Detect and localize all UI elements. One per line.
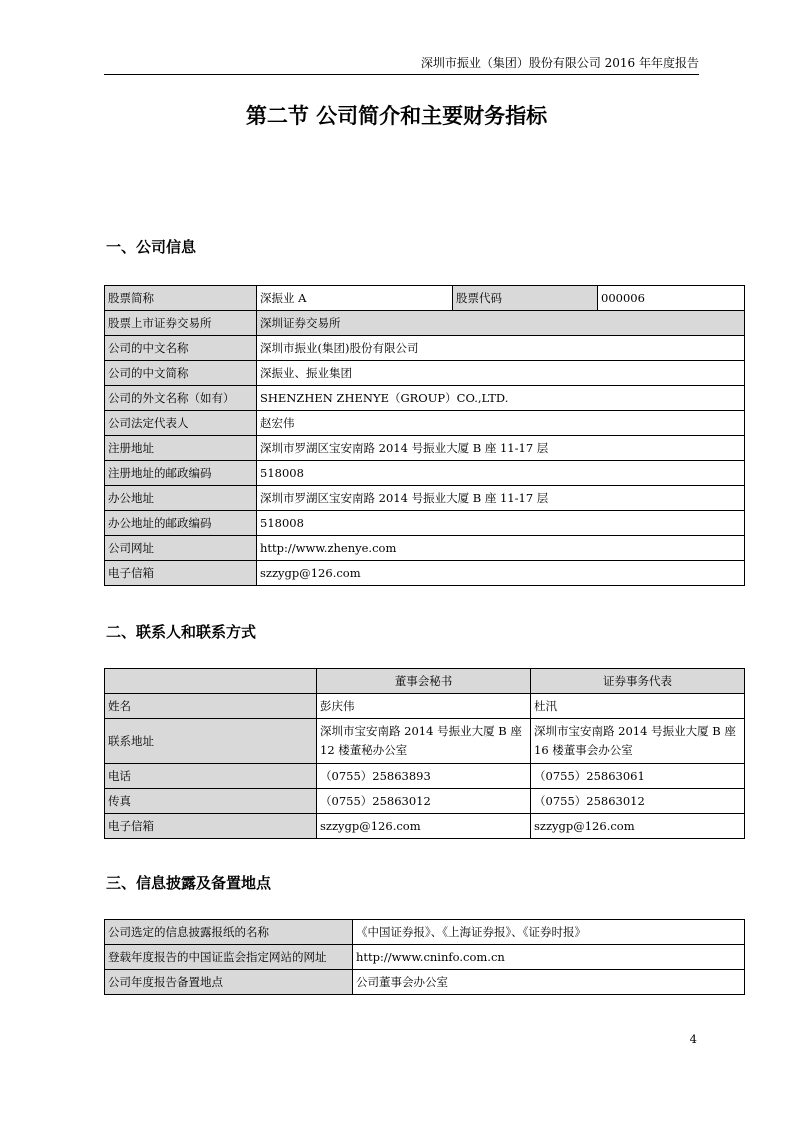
table-cell-value: 深振业 A	[257, 286, 453, 311]
table-row	[105, 386, 745, 411]
table-row	[105, 461, 745, 486]
table-cell-value: 深圳市罗湖区宝安南路 2014 号振业大厦 B 座 11-17 层	[257, 486, 745, 511]
table-cell-value: 杜汛	[531, 694, 745, 719]
table-row	[105, 719, 745, 764]
table-cell-label: 姓名	[105, 694, 317, 719]
table-header-row	[105, 669, 745, 694]
table-row	[105, 764, 745, 789]
table-cell-label: 股票上市证券交易所	[105, 311, 257, 336]
section-heading-disclosure: 三、信息披露及备置地点	[106, 874, 272, 892]
table-row	[105, 436, 745, 461]
table-header-cell: 证券事务代表	[531, 669, 745, 694]
table-row	[105, 411, 745, 436]
table-cell-label: 电子信箱	[105, 814, 317, 839]
section-heading-company-info: 一、公司信息	[106, 238, 197, 256]
table-header-cell	[105, 669, 317, 694]
table-row	[105, 789, 745, 814]
table-row	[105, 336, 745, 361]
table-cell-label: 公司的外文名称（如有）	[105, 386, 257, 411]
table-cell-value: （0755）25863893	[317, 764, 531, 789]
table-row	[105, 814, 745, 839]
disclosure-table	[104, 919, 745, 995]
table-cell-value: 深圳证券交易所	[257, 311, 745, 336]
table-row	[105, 486, 745, 511]
page-header: 深圳市振业（集团）股份有限公司 2016 年年度报告	[104, 55, 699, 75]
table-cell-label: 传真	[105, 789, 317, 814]
table-cell-label: 公司的中文简称	[105, 361, 257, 386]
table-cell-value: 深圳市宝安南路 2014 号振业大厦 B 座 12 楼董秘办公室	[317, 719, 531, 764]
table-cell-value: 深圳市宝安南路 2014 号振业大厦 B 座 16 楼董事会办公室	[531, 719, 745, 764]
table-cell-label: 登载年度报告的中国证监会指定网站的网址	[105, 945, 353, 970]
table-cell-label: 注册地址的邮政编码	[105, 461, 257, 486]
table-cell-value: （0755）25863012	[317, 789, 531, 814]
table-cell-label: 电子信箱	[105, 561, 257, 586]
table-cell-value: 《中国证券报》、《上海证券报》、《证券时报》	[353, 920, 745, 945]
table-cell-value: http://www.cninfo.com.cn	[353, 945, 745, 970]
table-cell-label: 股票代码	[453, 286, 598, 311]
table-cell-value: （0755）25863061	[531, 764, 745, 789]
table-cell-label: 注册地址	[105, 436, 257, 461]
page-title: 第二节 公司简介和主要财务指标	[245, 104, 548, 128]
table-cell-label: 办公地址的邮政编码	[105, 511, 257, 536]
table-cell-label: 公司的中文名称	[105, 336, 257, 361]
table-cell-value: （0755）25863012	[531, 789, 745, 814]
table-cell-value: 深振业、振业集团	[257, 361, 745, 386]
table-cell-value: 彭庆伟	[317, 694, 531, 719]
contacts-table	[104, 668, 745, 839]
table-row	[105, 920, 745, 945]
table-cell-value: 赵宏伟	[257, 411, 745, 436]
table-cell-value: 深圳市振业(集团)股份有限公司	[257, 336, 745, 361]
table-cell-label: 公司网址	[105, 536, 257, 561]
table-cell-label: 联系地址	[105, 719, 317, 764]
table-cell-label: 办公地址	[105, 486, 257, 511]
table-row	[105, 970, 745, 995]
table-row	[105, 361, 745, 386]
table-cell-label: 公司年度报告备置地点	[105, 970, 353, 995]
company-info-table	[104, 285, 745, 586]
table-cell-label: 公司法定代表人	[105, 411, 257, 436]
table-cell-value: 深圳市罗湖区宝安南路 2014 号振业大厦 B 座 11-17 层	[257, 436, 745, 461]
table-cell-value: http://www.zhenye.com	[257, 536, 745, 561]
table-row	[105, 536, 745, 561]
section-heading-contacts: 二、联系人和联系方式	[106, 623, 257, 641]
table-row	[105, 511, 745, 536]
table-cell-label: 公司选定的信息披露报纸的名称	[105, 920, 353, 945]
table-cell-value: 518008	[257, 461, 745, 486]
table-row	[105, 561, 745, 586]
table-header-cell: 董事会秘书	[317, 669, 531, 694]
table-cell-value: 公司董事会办公室	[353, 970, 745, 995]
table-cell-value: szzygp@126.com	[531, 814, 745, 839]
table-row	[105, 286, 745, 311]
table-row	[105, 311, 745, 336]
table-cell-value: 000006	[598, 286, 745, 311]
table-cell-label: 电话	[105, 764, 317, 789]
page-number: 4	[689, 1032, 697, 1046]
table-cell-value: 518008	[257, 511, 745, 536]
table-row	[105, 694, 745, 719]
table-cell-value: szzygp@126.com	[317, 814, 531, 839]
table-row	[105, 945, 745, 970]
table-cell-value: SHENZHEN ZHENYE（GROUP）CO.,LTD.	[257, 386, 745, 411]
table-cell-value: szzygp@126.com	[257, 561, 745, 586]
table-cell-label: 股票简称	[105, 286, 257, 311]
